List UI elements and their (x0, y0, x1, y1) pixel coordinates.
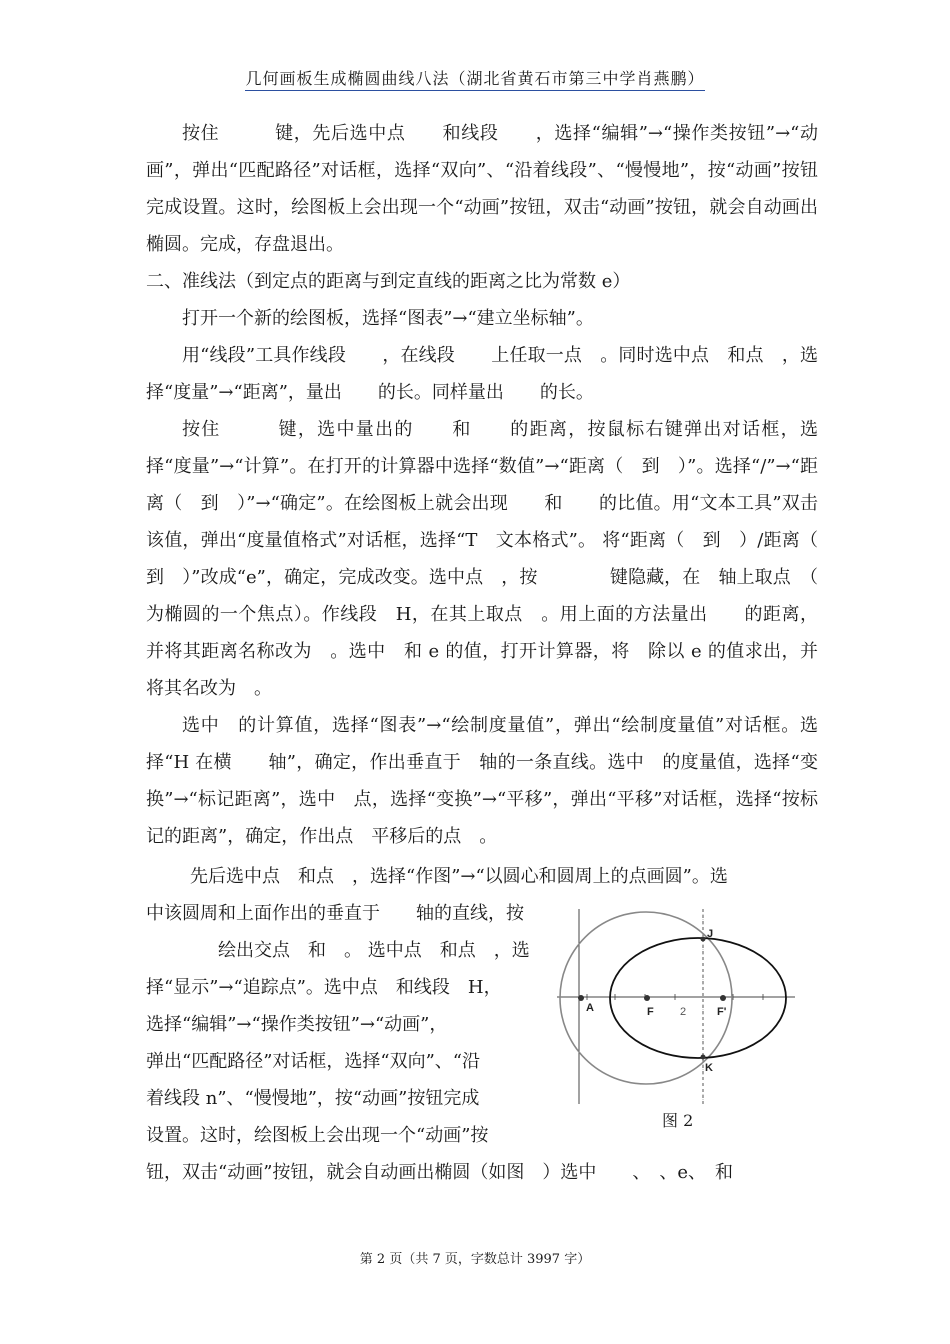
wrapped-line: 弹出“匹配路径”对话框，选择“双向”、“沿 (146, 1051, 481, 1072)
page-header (0, 66, 950, 89)
label-k: K (705, 1062, 713, 1074)
ellipse-curve (610, 938, 786, 1058)
label-j: J (707, 928, 714, 940)
label-tick-2: 2 (680, 1006, 687, 1018)
label-a: A (586, 1002, 594, 1014)
ellipse-figure (557, 909, 795, 1104)
page-footer: 第 2 页（共 7 页，字数总计 3997 字） (359, 1252, 591, 1267)
paragraph-compute-ratio: 按住 键，选中量出的 和 的距离，按鼠标右键弹出对话框，选择“度量”→“计算”。在打开的计算器中选择“数值”→“距离（ 到 ）”。选择“/”→“距离（ 到 ）”→“确定”。在绘图板上就会出现 和 的比值。用“文本工具”双击该值，弹出“度量值格式”对话框，选择“T 文本格式”。 将“距离（ 到 ）/距离（ 到 ）”改成“e”，确定，完成改变。选中点 ，按 键隐藏，在 轴上取点 （ 为椭圆的一个焦点）。作线段 H，在其上取点 。用上面的方法量出 的距离，并将其距离名称改为 。选中 和 e 的值，打开计算器，将 除以 e 的值求出，并将其名改为 。 (146, 419, 836, 699)
point-f-prime (720, 995, 726, 1001)
label-f: F (647, 1006, 654, 1018)
paragraph-circle-line1: 先后选中点 和点 ，选择“作图”→“以圆心和圆周上的点画圆”。选 (190, 866, 728, 887)
figure-caption: 图 2 (662, 1111, 694, 1130)
point-k (701, 1055, 706, 1060)
wrapped-line: 绘出交点 和 。 选中点 和点 ，选 (146, 940, 530, 961)
paragraph-plot-measure: 选中 的计算值，选择“图表”→“绘制度量值”，弹出“绘制度量值”对话框。选择“H 在横 轴”，确定，作出垂直于 轴的一条直线。选中 的度量值，选择“变换”→“标记距离”，选中 点，选择“变换”→“平移”，弹出“平移”对话框，选择“按标记的距离”，确定，作出点 平移后的点 。 (146, 715, 818, 847)
point-f (644, 995, 650, 1001)
wrapped-line: 选择“编辑”→“操作类按钮”→“动画”， (146, 1014, 448, 1035)
point-a (578, 995, 584, 1001)
paragraph-animation-steps: 按住 键，先后选中点 和线段 ，选择“编辑”→“操作类按钮”→“动画”，弹出“匹配路径”对话框，选择“双向”、“沿着线段”、“慢慢地”，按“动画”按钮完成设置。这时，绘图板上会出现一个“动画”按钮，双击“动画”按钮，就会自动画出椭圆。完成，存盘退出。 (146, 123, 818, 255)
label-f-prime: F' (717, 1006, 727, 1018)
paragraph-last-line: 钮，双击“动画”按钮，就会自动画出椭圆（如图 ）选中 、 、e、 和 (146, 1162, 734, 1183)
point-j (701, 937, 706, 942)
header-title: 几何画板生成椭圆曲线八法（湖北省黄石市第三中学肖燕鹏） (245, 69, 704, 91)
paragraph-open-board: 打开一个新的绘图板，选择“图表”→“建立坐标轴”。 (182, 308, 594, 329)
wrapped-line: 着线段 n”、“慢慢地”，按“动画”按钮完成 (146, 1088, 480, 1109)
wrapped-line: 择“显示”→“追踪点”。选中点 和线段 H， (146, 977, 502, 998)
wrapped-line: 设置。这时，绘图板上会出现一个“动画”按 (146, 1125, 489, 1146)
section-heading-directrix: 二、准线法（到定点的距离与到定直线的距离之比为常数 e） (146, 271, 631, 292)
paragraph-measure-segments: 用“线段”工具作线段 ，在线段 上任取一点 。同时选中点 和点 ，选择“度量”→“距离”，量出 的长。同样量出 的长。 (146, 345, 818, 403)
wrapped-line: 中该圆周和上面作出的垂直于 轴的直线，按 (146, 903, 524, 924)
